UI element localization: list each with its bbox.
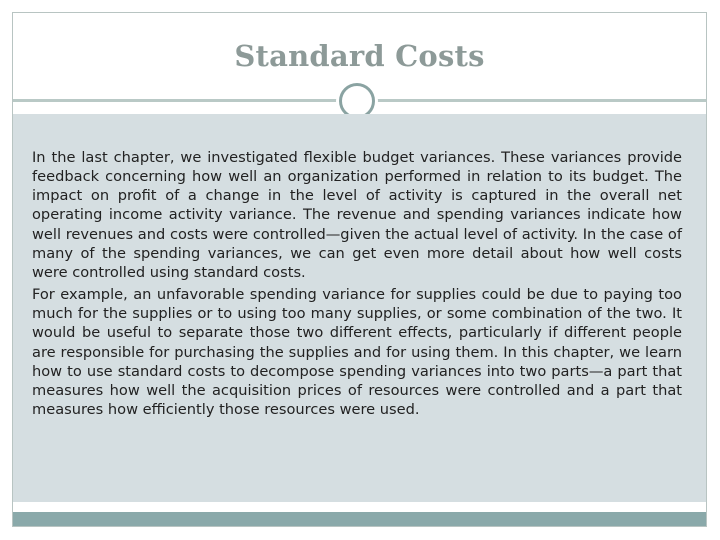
slide-title: Standard Costs: [234, 39, 485, 73]
bottom-accent-bar: [13, 512, 706, 526]
content-area: [13, 114, 706, 502]
body-text: [32, 148, 682, 422]
paragraph-1: [32, 148, 682, 282]
paragraph-2: [32, 285, 682, 419]
slide: [12, 12, 707, 527]
paragraph-1-lead: In the last chapter,: [32, 149, 175, 166]
paragraph-2-text: For example, an unfavorable spending variance for supplies could be due to paying too much for the supplies or to using too many supplies, or some combination of the two. It would be useful to separate those two different effects, particularly if different people are responsible for purchasing the supplies and for using them. In this chapter, we learn how to use standard costs to decompose spending variances into two parts—a part that measures how well the acquisition prices of resources were controlled and a part that measures how efficiently those resources were used.: [32, 286, 682, 419]
paragraph-1-text: we investigated flexible budget variances. These variances provide feedback concerning how well an organization performed in relation to its budget. The impact on profit of a change in the level of activity is captured in the overall net operating income activity variance. The revenue and spending variances indicate how well revenues and costs were controlled—given the actual level of activity. In the case of many of the spending variances, we can get even more detail about how well costs were controlled using standard costs.: [32, 149, 682, 281]
